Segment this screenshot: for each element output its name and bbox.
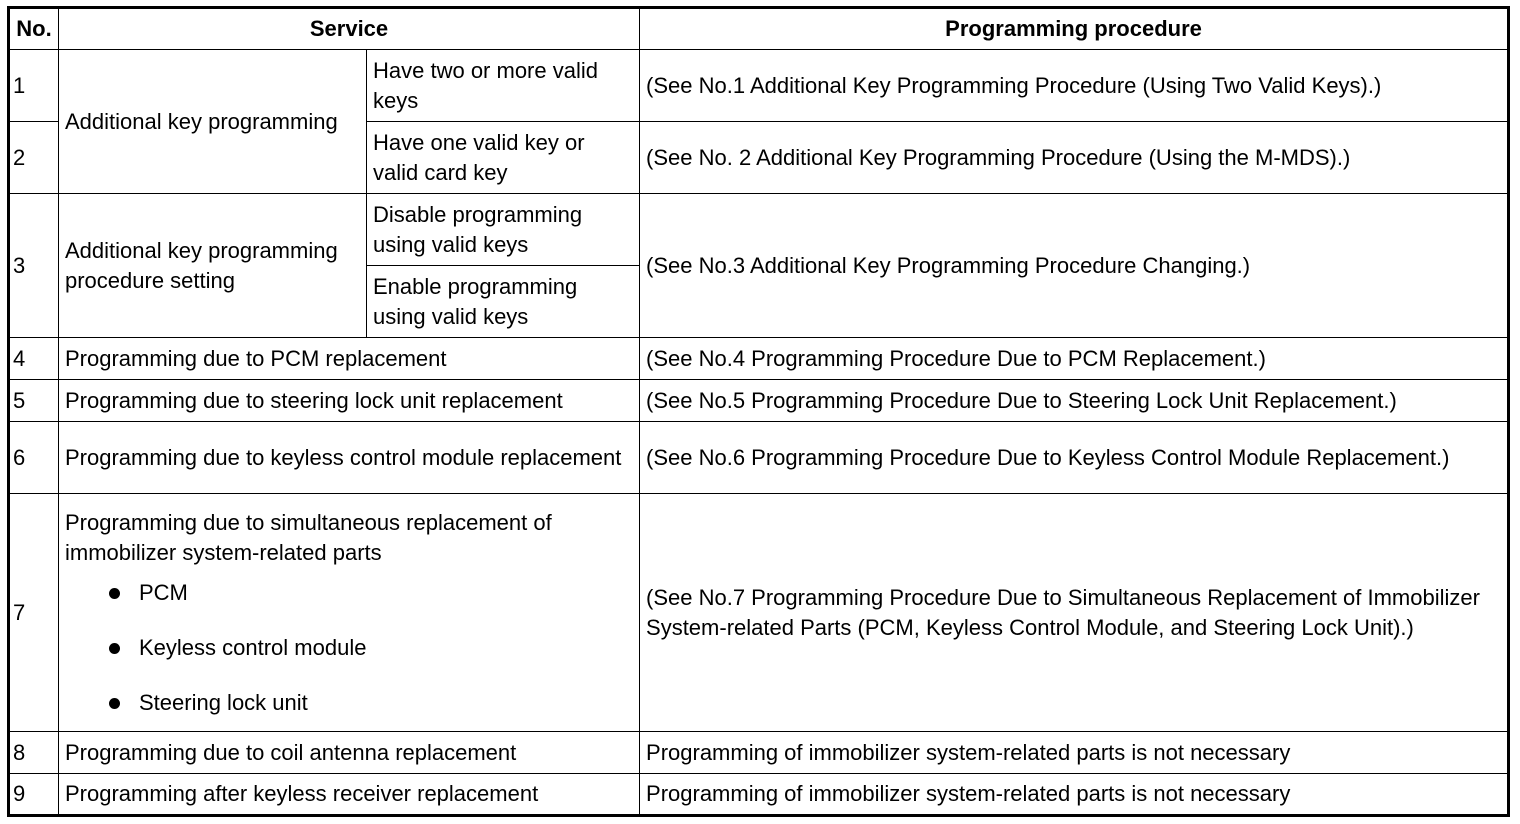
service-condition: Have one valid key or valid card key	[367, 122, 640, 194]
table-row	[9, 380, 1509, 422]
table-row	[9, 494, 1509, 732]
service-condition: Disable programming using valid keys	[367, 194, 640, 266]
procedure-cell: (See No.1 Additional Key Programming Procedure (Using Two Valid Keys).)	[640, 50, 1509, 122]
list-item-label: PCM	[139, 579, 188, 605]
row-number: 1	[9, 50, 59, 122]
list-item	[65, 688, 633, 718]
list-item-label: Keyless control module	[139, 634, 367, 660]
procedure-cell: (See No.5 Programming Procedure Due to Steering Lock Unit Replacement.)	[640, 380, 1509, 422]
procedure-table-container	[7, 6, 1510, 817]
row-number: 2	[9, 122, 59, 194]
parts-list	[65, 578, 633, 718]
row-number: 8	[9, 732, 59, 774]
procedure-cell: Programming of immobilizer system-related parts is not necessary	[640, 774, 1509, 816]
procedure-cell: (See No. 2 Additional Key Programming Procedure (Using the M-MDS).)	[640, 122, 1509, 194]
procedure-cell: (See No.3 Additional Key Programming Procedure Changing.)	[640, 194, 1509, 338]
row-number: 9	[9, 774, 59, 816]
service-cell: Programming due to coil antenna replacement	[59, 732, 640, 774]
row-number: 4	[9, 338, 59, 380]
service-text: Programming due to simultaneous replacement of immobilizer system-related parts	[65, 509, 552, 565]
procedure-cell: (See No.4 Programming Procedure Due to PCM Replacement.)	[640, 338, 1509, 380]
table-row	[9, 774, 1509, 816]
table-row	[9, 194, 1509, 266]
row-number: 3	[9, 194, 59, 338]
list-item-label: Steering lock unit	[139, 689, 308, 715]
service-condition: Enable programming using valid keys	[367, 266, 640, 338]
table-row	[9, 50, 1509, 122]
table-row	[9, 732, 1509, 774]
service-condition: Have two or more valid keys	[367, 50, 640, 122]
procedure-cell: (See No.6 Programming Procedure Due to Keyless Control Module Replacement.)	[640, 422, 1509, 494]
service-cell: Additional key programming	[59, 50, 367, 194]
bullet-icon	[109, 698, 120, 709]
service-cell: Programming due to keyless control module replacement	[59, 422, 640, 494]
header-row	[9, 8, 1509, 50]
header-service: Service	[59, 8, 640, 50]
service-cell: Programming due to steering lock unit replacement	[59, 380, 640, 422]
service-cell	[59, 494, 640, 732]
service-cell: Programming due to PCM replacement	[59, 338, 640, 380]
row-number: 5	[9, 380, 59, 422]
bullet-icon	[109, 588, 120, 599]
table-row	[9, 338, 1509, 380]
programming-procedure-table	[7, 6, 1510, 817]
row-number: 7	[9, 494, 59, 732]
table-row	[9, 422, 1509, 494]
list-item	[65, 633, 633, 663]
procedure-cell: (See No.7 Programming Procedure Due to Simultaneous Replacement of Immobilizer System-related Parts (PCM, Keyless Control Module, and Steering Lock Unit).)	[640, 494, 1509, 732]
list-item	[65, 578, 633, 608]
service-cell: Additional key programming procedure setting	[59, 194, 367, 338]
header-procedure: Programming procedure	[640, 8, 1509, 50]
bullet-icon	[109, 643, 120, 654]
header-no: No.	[9, 8, 59, 50]
row-number: 6	[9, 422, 59, 494]
procedure-cell: Programming of immobilizer system-related parts is not necessary	[640, 732, 1509, 774]
service-cell: Programming after keyless receiver replacement	[59, 774, 640, 816]
